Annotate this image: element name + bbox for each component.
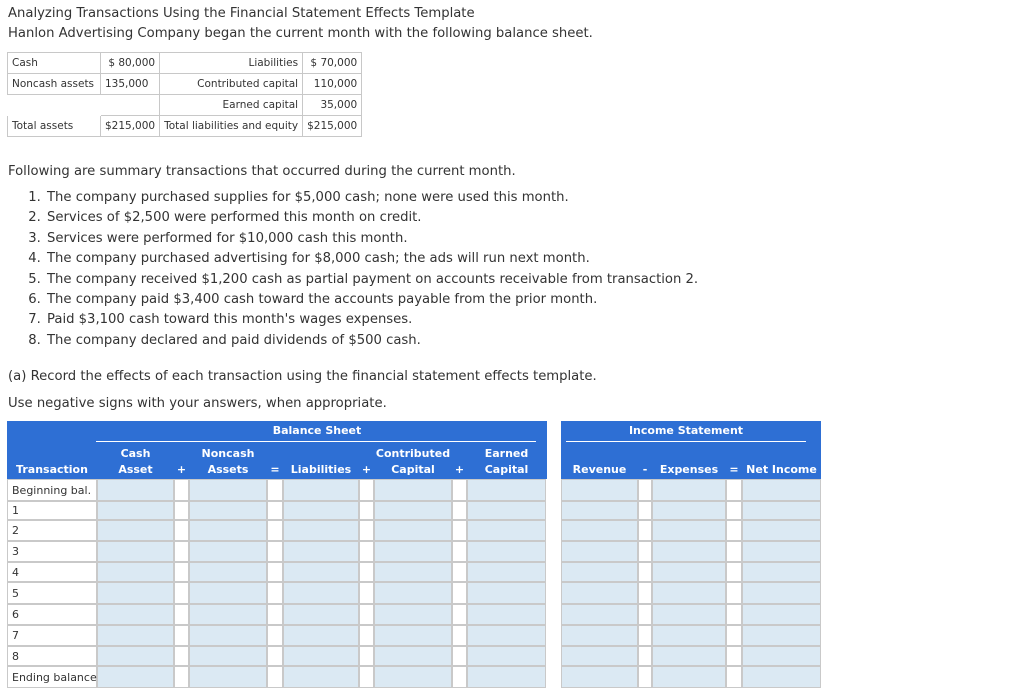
spacer	[726, 625, 742, 646]
net-income-input[interactable]	[742, 562, 821, 582]
contributed-capital-input[interactable]	[374, 604, 452, 625]
spacer	[726, 501, 742, 520]
expenses-input[interactable]	[652, 646, 726, 666]
revenue-input[interactable]	[561, 541, 638, 562]
noncash-assets-input[interactable]	[189, 666, 267, 688]
earned-capital-input[interactable]	[467, 520, 546, 541]
col-noncash-1: Noncash	[201, 447, 255, 460]
expenses-input[interactable]	[652, 666, 726, 688]
earned-capital-input[interactable]	[467, 501, 546, 520]
expenses-input[interactable]	[652, 541, 726, 562]
transaction-cell: 8	[7, 646, 97, 666]
spacer	[359, 541, 374, 562]
spacer	[638, 604, 652, 625]
spacer	[267, 520, 283, 541]
operator-equals: =	[270, 463, 280, 476]
expenses-input[interactable]	[652, 520, 726, 541]
instruction-part-a: (a) Record the effects of each transaction using the financial statement effects template.	[8, 369, 597, 384]
cash-asset-input[interactable]	[97, 520, 174, 541]
row-value	[101, 95, 160, 116]
contributed-capital-input[interactable]	[374, 479, 452, 501]
row-value: $215,000	[303, 116, 362, 137]
row-label: Contributed capital	[160, 74, 303, 95]
net-income-input[interactable]	[742, 646, 821, 666]
col-expenses: Expenses	[659, 463, 719, 476]
liabilities-input[interactable]	[283, 604, 359, 625]
spacer	[726, 666, 742, 688]
col-noncash-2: Assets	[207, 463, 249, 476]
spacer	[359, 666, 374, 688]
cash-asset-input[interactable]	[97, 501, 174, 520]
spacer	[359, 582, 374, 604]
col-cash-2: Asset	[118, 463, 153, 476]
contributed-capital-input[interactable]	[374, 666, 452, 688]
spacer	[174, 625, 189, 646]
list-item: 7. Paid $3,100 cash toward this month's wages expenses.	[45, 310, 698, 330]
spacer	[726, 582, 742, 604]
opening-balance-sheet	[7, 52, 362, 137]
spacer	[267, 604, 283, 625]
spacer	[638, 520, 652, 541]
earned-capital-input[interactable]	[467, 562, 546, 582]
list-item: 8. The company declared and paid dividends of $500 cash.	[45, 331, 698, 351]
net-income-input[interactable]	[742, 479, 821, 501]
page-title: Analyzing Transactions Using the Financial Statement Effects Template	[8, 6, 475, 21]
intro-text: Following are summary transactions that occurred during the current month.	[8, 164, 516, 179]
noncash-assets-input[interactable]	[189, 582, 267, 604]
spacer	[359, 604, 374, 625]
transaction-cell: Beginning bal.	[7, 479, 97, 501]
spacer	[638, 666, 652, 688]
spacer	[174, 541, 189, 562]
spacer	[267, 501, 283, 520]
transaction-cell: 3	[7, 541, 97, 562]
spacer	[638, 501, 652, 520]
col-liabilities: Liabilities	[290, 463, 352, 476]
operator-plus: +	[176, 463, 187, 476]
list-item: 1. The company purchased supplies for $5,000 cash; none were used this month.	[45, 188, 698, 208]
spacer	[452, 666, 467, 688]
spacer	[726, 541, 742, 562]
revenue-input[interactable]	[561, 666, 638, 688]
spacer	[359, 520, 374, 541]
operator-plus: +	[454, 463, 465, 476]
noncash-assets-input[interactable]	[189, 479, 267, 501]
revenue-input[interactable]	[561, 479, 638, 501]
spacer	[174, 501, 189, 520]
list-item: 3. Services were performed for $10,000 cash this month.	[45, 229, 698, 249]
cash-asset-input[interactable]	[97, 666, 174, 688]
spacer	[267, 562, 283, 582]
spacer	[267, 646, 283, 666]
instruction-note: Use negative signs with your answers, when appropriate.	[8, 396, 387, 411]
net-income-input[interactable]	[742, 666, 821, 688]
earned-capital-input[interactable]	[467, 479, 546, 501]
row-value: $215,000	[101, 116, 160, 137]
operator-plus: +	[361, 463, 372, 476]
spacer	[638, 625, 652, 646]
spacer	[452, 604, 467, 625]
spacer	[359, 625, 374, 646]
col-contributed-2: Capital	[391, 463, 435, 476]
expenses-input[interactable]	[652, 582, 726, 604]
spacer	[174, 479, 189, 501]
spacer	[174, 562, 189, 582]
noncash-assets-input[interactable]	[189, 562, 267, 582]
earned-capital-input[interactable]	[467, 541, 546, 562]
spacer	[726, 604, 742, 625]
spacer	[359, 479, 374, 501]
revenue-input[interactable]	[561, 625, 638, 646]
spacer	[638, 562, 652, 582]
liabilities-input[interactable]	[283, 582, 359, 604]
net-income-input[interactable]	[742, 501, 821, 520]
cash-asset-input[interactable]	[97, 604, 174, 625]
spacer	[638, 541, 652, 562]
spacer	[267, 666, 283, 688]
liabilities-input[interactable]	[283, 646, 359, 666]
col-contributed-1: Contributed	[375, 447, 451, 460]
cash-asset-input[interactable]	[97, 625, 174, 646]
spacer	[174, 604, 189, 625]
noncash-assets-input[interactable]	[189, 501, 267, 520]
revenue-input[interactable]	[561, 520, 638, 541]
noncash-assets-input[interactable]	[189, 604, 267, 625]
list-item: 6. The company paid $3,400 cash toward the accounts payable from the prior month.	[45, 290, 698, 310]
header-divider	[96, 441, 536, 442]
transaction-cell: 7	[7, 625, 97, 646]
spacer	[726, 562, 742, 582]
revenue-input[interactable]	[561, 582, 638, 604]
list-item: 5. The company received $1,200 cash as partial payment on accounts receivable from transaction 2.	[45, 270, 698, 290]
balance-sheet-title: Balance Sheet	[272, 424, 362, 437]
noncash-assets-input[interactable]	[189, 520, 267, 541]
transaction-cell: 1	[7, 501, 97, 520]
col-net-income: Net Income	[746, 463, 817, 476]
net-income-input[interactable]	[742, 582, 821, 604]
liabilities-input[interactable]	[283, 562, 359, 582]
revenue-input[interactable]	[561, 604, 638, 625]
spacer	[267, 582, 283, 604]
spacer	[452, 479, 467, 501]
cash-asset-input[interactable]	[97, 541, 174, 562]
spacer	[267, 541, 283, 562]
cash-asset-input[interactable]	[97, 479, 174, 501]
liabilities-input[interactable]	[283, 666, 359, 688]
row-label: Cash	[8, 53, 101, 74]
spacer	[174, 646, 189, 666]
contributed-capital-input[interactable]	[374, 582, 452, 604]
spacer	[174, 520, 189, 541]
noncash-assets-input[interactable]	[189, 625, 267, 646]
row-label: Total assets	[8, 116, 101, 137]
balance-row	[8, 74, 362, 95]
balance-row	[8, 116, 362, 137]
spacer	[267, 479, 283, 501]
contributed-capital-input[interactable]	[374, 520, 452, 541]
header-divider	[566, 441, 806, 442]
row-value: $ 80,000	[101, 53, 160, 74]
contributed-capital-input[interactable]	[374, 541, 452, 562]
contributed-capital-input[interactable]	[374, 646, 452, 666]
spacer	[174, 666, 189, 688]
spacer	[726, 646, 742, 666]
noncash-assets-input[interactable]	[189, 646, 267, 666]
liabilities-input[interactable]	[283, 520, 359, 541]
balance-row	[8, 95, 362, 116]
spacer	[638, 479, 652, 501]
spacer	[452, 582, 467, 604]
spacer	[452, 541, 467, 562]
col-cash-1: Cash	[120, 447, 151, 460]
row-label: Earned capital	[160, 95, 303, 116]
revenue-input[interactable]	[561, 562, 638, 582]
expenses-input[interactable]	[652, 501, 726, 520]
row-label: Liabilities	[160, 53, 303, 74]
net-income-input[interactable]	[742, 604, 821, 625]
contributed-capital-input[interactable]	[374, 562, 452, 582]
income-statement-title: Income Statement	[628, 424, 744, 437]
transaction-cell: 4	[7, 562, 97, 582]
col-earned-2: Capital	[484, 463, 529, 476]
spacer	[452, 501, 467, 520]
noncash-assets-input[interactable]	[189, 541, 267, 562]
revenue-input[interactable]	[561, 501, 638, 520]
page-subtitle: Hanlon Advertising Company began the current month with the following balance sheet.	[8, 26, 593, 41]
cash-asset-input[interactable]	[97, 562, 174, 582]
transaction-cell: 6	[7, 604, 97, 625]
row-label: Noncash assets	[8, 74, 101, 95]
spacer	[452, 625, 467, 646]
row-value: 110,000	[303, 74, 362, 95]
spacer	[638, 582, 652, 604]
row-value: $ 70,000	[303, 53, 362, 74]
spacer	[267, 625, 283, 646]
spacer	[359, 646, 374, 666]
list-item: 4. The company purchased advertising for $8,000 cash; the ads will run next month.	[45, 249, 698, 269]
expenses-input[interactable]	[652, 625, 726, 646]
spacer	[174, 582, 189, 604]
revenue-input[interactable]	[561, 646, 638, 666]
cash-asset-input[interactable]	[97, 582, 174, 604]
earned-capital-input[interactable]	[467, 646, 546, 666]
row-value: 35,000	[303, 95, 362, 116]
expenses-input[interactable]	[652, 479, 726, 501]
spacer	[452, 520, 467, 541]
transaction-list	[26, 188, 698, 351]
liabilities-input[interactable]	[283, 501, 359, 520]
liabilities-input[interactable]	[283, 541, 359, 562]
contributed-capital-input[interactable]	[374, 501, 452, 520]
balance-row	[8, 53, 362, 74]
spacer	[452, 646, 467, 666]
liabilities-input[interactable]	[283, 625, 359, 646]
transaction-cell: 5	[7, 582, 97, 604]
list-item: 2. Services of $2,500 were performed this month on credit.	[45, 208, 698, 228]
earned-capital-input[interactable]	[467, 604, 546, 625]
row-value: 135,000	[101, 74, 160, 95]
expenses-input[interactable]	[652, 604, 726, 625]
contributed-capital-input[interactable]	[374, 625, 452, 646]
earned-capital-input[interactable]	[467, 666, 546, 688]
spacer	[359, 501, 374, 520]
earned-capital-input[interactable]	[467, 625, 546, 646]
transaction-cell: Ending balance	[7, 666, 97, 688]
expenses-input[interactable]	[652, 562, 726, 582]
col-transaction: Transaction	[16, 463, 88, 476]
operator-minus: -	[642, 463, 648, 476]
spacer	[726, 479, 742, 501]
cash-asset-input[interactable]	[97, 646, 174, 666]
operator-equals: =	[729, 463, 739, 476]
earned-capital-input[interactable]	[467, 582, 546, 604]
spacer	[638, 646, 652, 666]
row-label: Total liabilities and equity	[160, 116, 303, 137]
spacer	[452, 562, 467, 582]
spacer	[726, 520, 742, 541]
liabilities-input[interactable]	[283, 479, 359, 501]
net-income-input[interactable]	[742, 625, 821, 646]
net-income-input[interactable]	[742, 541, 821, 562]
row-label	[8, 95, 101, 116]
spacer	[359, 562, 374, 582]
col-revenue: Revenue	[572, 463, 627, 476]
transaction-cell: 2	[7, 520, 97, 541]
net-income-input[interactable]	[742, 520, 821, 541]
col-earned-1: Earned	[484, 447, 529, 460]
